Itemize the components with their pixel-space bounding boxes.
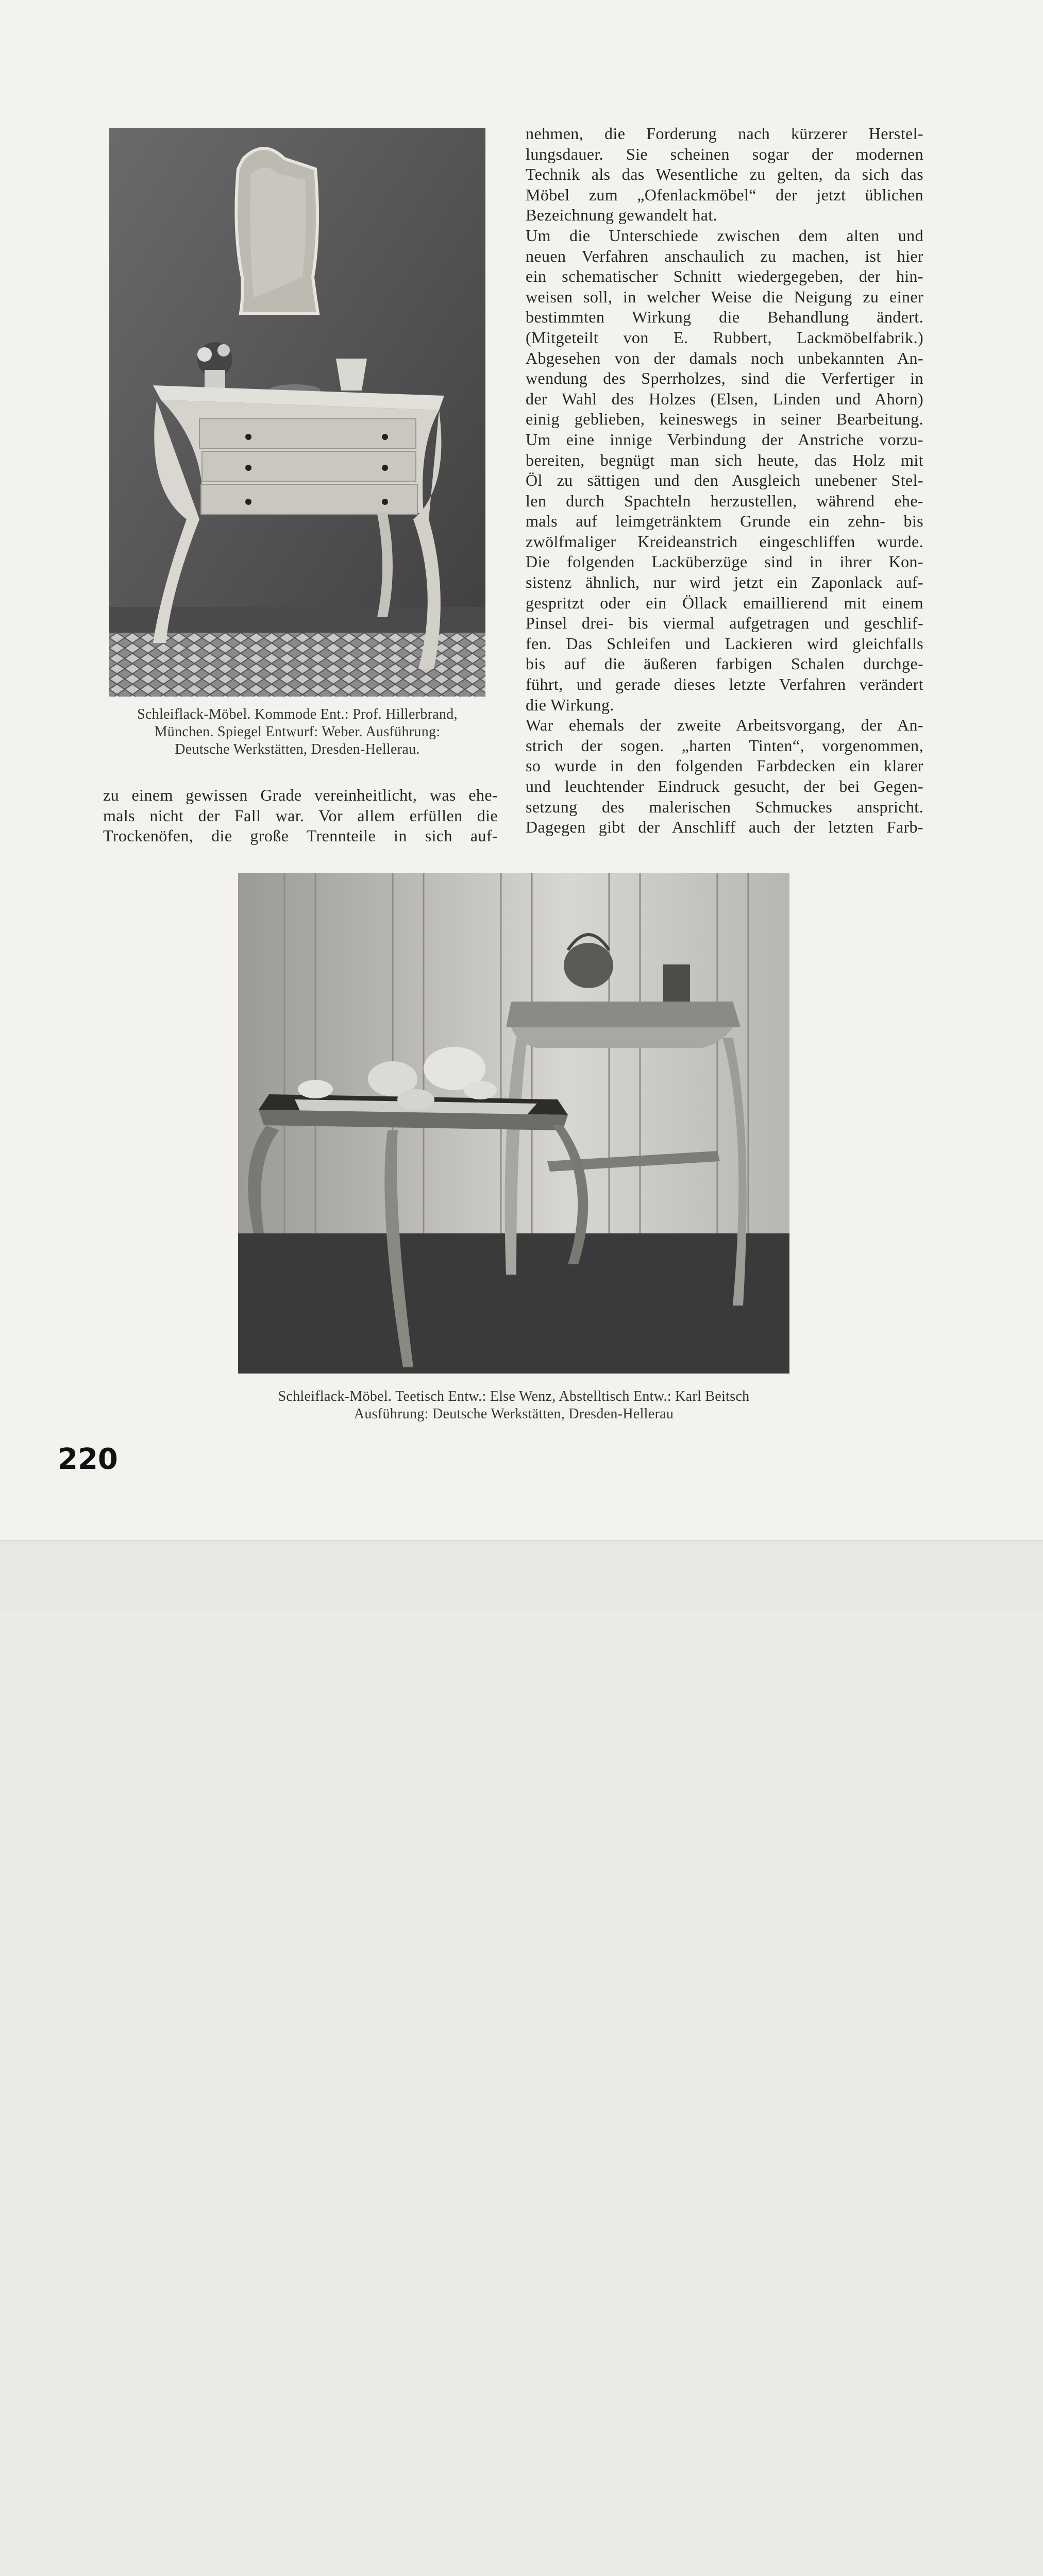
text-line: Um eine innige Verbindung der Anstriche vorzu- bbox=[526, 430, 923, 449]
text-line: War ehemals der zweite Arbeitsvorgang, der An- bbox=[526, 716, 923, 735]
text-line: neuen Verfahren anschaulich zu machen, ist hier bbox=[526, 246, 923, 265]
text-line: Möbel zum „Ofenlackmöbel“ der jetzt üblichen bbox=[526, 185, 923, 204]
dresser-illustration bbox=[109, 128, 485, 697]
text-line: Pinsel drei- bis viermal aufgetragen und geschlif- bbox=[526, 614, 923, 633]
text-line: mals nicht der Fall war. Vor allem erfüllen die bbox=[103, 806, 498, 825]
photo-tea-tables bbox=[238, 873, 789, 1374]
text-line: zwölfmaliger Kreideanstrich eingeschliffen wurde. bbox=[526, 532, 923, 551]
caption-top-line: Schleiflack-Möbel. Kommode Ent.: Prof. Hillerbrand, bbox=[137, 706, 458, 722]
text-line: der Wahl des Holzes (Elsen, Linden und Ahorn) bbox=[526, 389, 923, 408]
text-line: setzung des malerischen Schmuckes anspricht. bbox=[526, 797, 923, 816]
text-line: Die folgenden Lacküberzüge sind in ihrer Kon- bbox=[526, 552, 923, 571]
text-line: und leuchtender Eindruck gesucht, der bei Gegen- bbox=[526, 777, 923, 795]
text-line: Öl zu sättigen und den Ausgleich unebener Stel- bbox=[526, 471, 923, 490]
page-number: 220 bbox=[58, 1443, 118, 1476]
text-line: sistenz ähnlich, nur wird jetzt ein Zaponlack auf- bbox=[526, 573, 923, 592]
text-line: bis auf die äußeren farbigen Schalen durchge- bbox=[526, 654, 923, 673]
text-line: weisen soll, in welcher Weise die Neigung zu einer bbox=[526, 287, 923, 306]
caption-top-line: Deutsche Werkstätten, Dresden-Hellerau. bbox=[175, 741, 420, 757]
text-line: bereiten, begnügt man sich heute, das Holz mit bbox=[526, 450, 923, 469]
text-line: (Mitgeteilt von E. Rubbert, Lackmöbelfabrik.) bbox=[526, 328, 923, 347]
text-line: len durch Spachteln herzustellen, während ehe- bbox=[526, 491, 923, 510]
text-line: strich der sogen. „harten Tinten“, vorgenommen, bbox=[526, 736, 923, 755]
text-line: mals auf leimgetränktem Grunde ein zehn- bis bbox=[526, 512, 923, 531]
text-line: Bezeichnung gewandelt hat. bbox=[526, 206, 718, 225]
text-line: Trockenöfen, die große Trennteile in sich auf- bbox=[103, 826, 498, 845]
caption-bottom bbox=[155, 1388, 873, 1423]
text-line: so wurde in den folgenden Farbdecken ein klarer bbox=[526, 756, 923, 775]
caption-bottom-line: Ausführung: Deutsche Werkstätten, Dresden-Hellerau bbox=[354, 1406, 674, 1422]
text-line: lungsdauer. Sie scheinen sogar der modernen bbox=[526, 144, 923, 163]
caption-top-line: München. Spiegel Entwurf: Weber. Ausführung: bbox=[154, 724, 441, 740]
text-line: Um die Unterschiede zwischen dem alten und bbox=[526, 226, 923, 245]
caption-top bbox=[109, 706, 485, 758]
text-line: die Wirkung. bbox=[526, 695, 614, 714]
photo-dresser bbox=[109, 128, 485, 697]
tea-tables-illustration bbox=[238, 873, 789, 1374]
text-line: fen. Das Schleifen und Lackieren wird gleichfalls bbox=[526, 634, 923, 653]
left-column-text bbox=[103, 785, 498, 846]
right-column-text bbox=[526, 124, 923, 838]
text-line: führt, und gerade dieses letzte Verfahren verändert bbox=[526, 675, 923, 694]
text-line: wendung des Sperrholzes, sind die Verfertiger in bbox=[526, 369, 923, 388]
text-line: Dagegen gibt der Anschliff auch der letzten Farb- bbox=[526, 818, 923, 837]
text-line: Technik als das Wesentliche zu gelten, da sich das bbox=[526, 165, 923, 184]
text-line: bestimmten Wirkung die Behandlung ändert. bbox=[526, 308, 923, 327]
text-line: gespritzt oder ein Öllack emaillierend mit einem bbox=[526, 593, 923, 612]
caption-bottom-line: Schleiflack-Möbel. Teetisch Entw.: Else Wenz, Abstelltisch Entw.: Karl Beitsch bbox=[278, 1388, 750, 1404]
text-line: nehmen, die Forderung nach kürzerer Herstel- bbox=[526, 124, 923, 143]
text-line: einig geblieben, keineswegs in seiner Bearbeitung. bbox=[526, 410, 923, 429]
text-line: ein schematischer Schnitt wiedergegeben, der hin- bbox=[526, 267, 923, 286]
text-line: Abgesehen von der damals noch unbekannten An- bbox=[526, 348, 923, 367]
text-line: zu einem gewissen Grade vereinheitlicht, was ehe- bbox=[103, 786, 498, 804]
footer-bar bbox=[0, 1540, 1043, 1610]
